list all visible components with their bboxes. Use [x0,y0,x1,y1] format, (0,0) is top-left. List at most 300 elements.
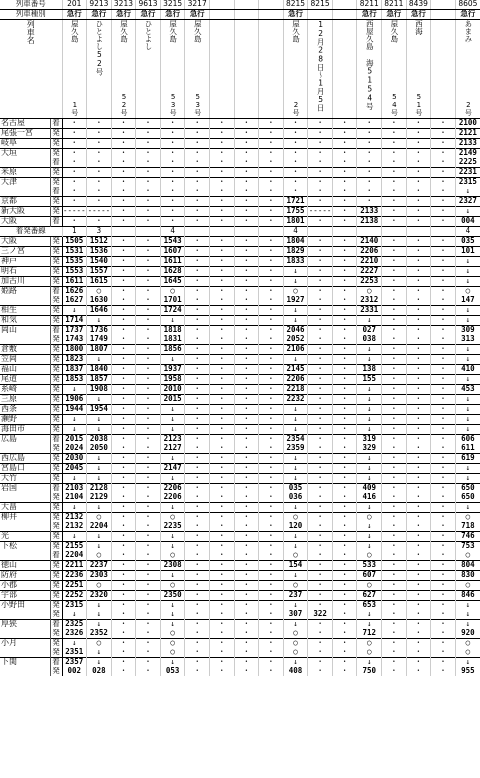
time-cell: ・ [308,344,333,354]
station-name: 岩国 [0,483,50,493]
time-cell: ↓ [87,648,112,658]
time-cell: ・ [332,138,357,148]
time-cell: ・ [259,434,284,444]
time-cell: ・ [136,335,161,345]
time-cell: ・ [185,335,210,345]
time-cell: ・ [234,560,259,570]
time-cell: ・ [382,296,407,306]
station-name [0,335,50,345]
time-cell: ・ [209,493,234,503]
time-cell: ・ [136,276,161,286]
train-name: 西屋久島 海5154号 [365,19,375,110]
train-name-cell [87,19,112,118]
time-cell: ・ [332,354,357,364]
time-cell: 2145 [283,364,308,374]
time-cell: ↓ [357,502,382,512]
time-cell: 329 [357,444,382,454]
time-cell: ・ [382,276,407,286]
time-cell: ・ [406,128,431,138]
time-cell: 2204 [87,522,112,532]
time-cell: ・ [185,570,210,580]
time-cell: ・ [234,187,259,197]
time-cell: ↓ [87,610,112,620]
time-cell: ・ [209,216,234,226]
time-cell: ↓ [283,424,308,434]
time-cell: ↓ [455,600,480,610]
time-cell: 2052 [283,335,308,345]
station-name: 名古屋 [1,118,25,127]
time-cell: ・ [185,286,210,296]
time-cell: ・ [332,177,357,187]
time-cell: ・ [62,128,87,138]
time-cell: ・ [382,541,407,551]
time-cell: ・ [308,560,333,570]
time-cell: 453 [455,384,480,394]
time-cell: ・ [308,177,333,187]
time-cell: 2225 [455,158,480,168]
time-cell: ・ [357,167,382,177]
time-cell: ・ [87,158,112,168]
station-name: 大垣 [0,148,50,158]
station-name: 下松 [0,541,50,551]
time-cell: ・ [308,570,333,580]
time-cell: 2015 [62,434,87,444]
time-cell: ・ [234,667,259,676]
time-cell: 002 [62,667,87,676]
train-number [234,0,259,9]
time-cell: ◯ [283,638,308,648]
time-cell: ・ [160,118,185,128]
time-cell: ・ [332,394,357,404]
arr-dep-mark: 発 [50,570,62,580]
time-cell: ↓ [87,354,112,364]
time-cell: ・ [259,276,284,286]
time-cell: ・ [234,266,259,276]
time-cell: ・ [234,424,259,434]
station-name: 大畠 [0,502,50,512]
time-cell: ・ [259,638,284,648]
time-cell: ・ [136,463,161,473]
time-cell: 1721 [283,196,308,206]
time-cell: ・ [185,629,210,639]
time-cell: 307 [283,610,308,620]
train-type: 急行 [136,9,161,19]
time-cell: ・ [185,177,210,187]
time-cell: 408 [283,667,308,676]
time-cell: ・ [185,610,210,620]
time-cell: ・ [308,648,333,658]
time-cell: ・ [185,315,210,325]
time-cell: ・ [111,473,136,483]
time-cell: 2315 [455,177,480,187]
time-cell: ・ [332,590,357,600]
time-cell: ・ [332,580,357,590]
time-cell: ・ [234,493,259,503]
time-cell: ・ [185,648,210,658]
time-cell: ・ [111,246,136,256]
train-type [308,9,333,19]
station-name: 神戸 [0,256,50,266]
time-cell: ・ [406,512,431,522]
time-cell: 2015 [160,394,185,404]
arr-dep-mark: 発 [50,344,62,354]
train-type [209,9,234,19]
time-cell: 147 [455,296,480,306]
time-cell: ・ [111,657,136,667]
train-type: 急行 [160,9,185,19]
train-name-cell [382,19,407,118]
time-cell: ↓ [160,600,185,610]
train-name-cell [308,19,333,118]
time-cell: ・ [332,648,357,658]
time-cell: ・ [111,364,136,374]
arr-dep-mark: 発 [50,541,62,551]
time-cell: ・ [111,404,136,414]
time-cell: ・ [332,453,357,463]
time-cell: ・ [185,187,210,197]
time-cell: ・ [308,551,333,561]
arr-dep-mark: 着 [50,483,62,493]
time-cell: 2046 [283,325,308,335]
time-cell: ↓ [455,463,480,473]
time-cell: ・ [259,619,284,629]
time-cell: ・ [209,667,234,676]
time-cell: ・ [209,118,234,128]
time-cell: ・ [234,364,259,374]
time-cell: ・ [308,394,333,404]
station-name: 新大阪 [0,206,50,216]
time-cell: ・ [406,522,431,532]
time-cell: ↓ [283,276,308,286]
time-cell: ・ [209,648,234,658]
train-type: 急行 [62,9,87,19]
time-cell: ↓ [87,502,112,512]
station-name: 加古川 [0,276,50,286]
time-cell: ・ [308,335,333,345]
time-cell: ・ [332,434,357,444]
time-cell: ↓ [62,531,87,541]
time-cell: ・ [382,560,407,570]
time-cell: ・ [431,305,456,315]
time-cell: ・ [136,560,161,570]
time-cell: ・ [406,541,431,551]
time-cell: ・ [431,384,456,394]
time-cell: ・ [136,600,161,610]
station-name: 岡山 [0,325,50,335]
time-cell: 2132 [62,512,87,522]
time-cell: ・ [259,187,284,197]
train-name: あまみ [463,19,473,42]
time-cell: ・ [431,502,456,512]
time-cell: 653 [357,600,382,610]
time-cell: ・ [308,236,333,246]
time-cell: ↓ [357,453,382,463]
time-cell: ・ [332,236,357,246]
train-number: 9613 [136,0,161,9]
time-cell: ・ [185,414,210,424]
time-cell: ・ [259,512,284,522]
time-cell: ・ [209,344,234,354]
time-cell: ・ [332,531,357,541]
time-cell: ・ [185,344,210,354]
station-name: 防府 [0,570,50,580]
time-cell: ・ [234,512,259,522]
time-cell: ・ [234,335,259,345]
time-cell: ・ [382,648,407,658]
time-cell: ・ [357,138,382,148]
time-cell: ・ [209,128,234,138]
time-cell: ・ [160,216,185,226]
arr-dep-mark: 発 [50,600,62,610]
time-cell: ・ [382,138,407,148]
time-cell: ・ [209,551,234,561]
time-cell: ・ [332,570,357,580]
time-cell: ・ [111,560,136,570]
station-name [0,667,50,676]
header-train-name-text: 列車名 [26,19,36,44]
time-cell: ・ [234,354,259,364]
time-cell: ・ [382,177,407,187]
time-cell: ・ [357,177,382,187]
time-cell: ・ [382,600,407,610]
time-cell: ・ [209,483,234,493]
time-cell: ・ [406,580,431,590]
train-suffix: 2号 [292,100,300,116]
time-cell: ・ [308,512,333,522]
time-cell: ・ [308,629,333,639]
time-cell: ・ [406,216,431,226]
train-name: 西海 [414,19,424,35]
time-cell: ・ [234,296,259,306]
arr-dep-mark: 着 [50,187,62,197]
arr-dep-mark: 発 [50,560,62,570]
time-cell: ・ [406,551,431,561]
train-suffix: 53号 [193,92,202,116]
time-cell: ・ [332,335,357,345]
train-type: 急行 [185,9,210,19]
time-cell: 309 [455,325,480,335]
time-cell: ◯ [357,286,382,296]
time-cell: ・ [382,206,407,216]
time-cell: ・ [406,256,431,266]
time-cell: ・ [234,158,259,168]
time-cell: ・ [332,493,357,503]
track-number: 4 [160,226,185,236]
time-cell: ・ [431,256,456,266]
time-cell: ・ [234,315,259,325]
time-cell: ・ [406,286,431,296]
time-cell: 2320 [87,590,112,600]
arr-dep-mark: 発 [50,610,62,620]
time-cell: 237 [283,590,308,600]
time-cell: ・ [382,118,407,128]
time-cell: ・ [136,354,161,364]
train-name-cell [431,19,456,118]
time-cell: ↓ [455,374,480,384]
time-cell: ・ [308,148,333,158]
train-name: 屋久島 [168,19,178,42]
time-cell: ・ [308,187,333,197]
time-cell: ・ [185,404,210,414]
time-cell: ・ [382,629,407,639]
time-cell: ↓ [455,394,480,404]
time-cell: ↓ [455,424,480,434]
time-cell: ・ [234,610,259,620]
train-name-cell [357,19,382,118]
time-cell: ・ [382,493,407,503]
time-cell: ・ [111,590,136,600]
time-cell: ・ [62,196,87,206]
time-cell: ・ [62,177,87,187]
time-cell: ・ [234,580,259,590]
train-name-cell [136,19,161,118]
time-cell: ・ [185,560,210,570]
time-cell: 1853 [62,374,87,384]
time-cell: ・ [431,354,456,364]
time-cell: ↓ [455,344,480,354]
station-name: 和気 [0,315,50,325]
time-cell: 1607 [160,246,185,256]
time-cell: ・ [209,374,234,384]
time-cell: ・ [431,551,456,561]
station-name: 小郡 [0,580,50,590]
time-cell: ・ [111,570,136,580]
time-cell: ↓ [455,404,480,414]
time-cell: 627 [357,590,382,600]
time-cell: ↓ [87,600,112,610]
time-cell: 1628 [160,266,185,276]
time-cell: ↓ [455,414,480,424]
time-cell: ・ [332,305,357,315]
time-cell: 846 [455,590,480,600]
time-cell: ・ [160,138,185,148]
time-cell: ・ [431,512,456,522]
track-number [259,226,284,236]
time-cell: ・ [283,128,308,138]
time-cell: ・ [111,522,136,532]
time-cell: ・ [308,638,333,648]
time-cell: ・ [382,128,407,138]
time-cell: ・ [185,473,210,483]
time-cell: ・ [332,424,357,434]
station-name: 下関 [0,657,50,667]
time-cell: 313 [455,335,480,345]
time-cell: 2206 [160,493,185,503]
time-cell: 1743 [62,335,87,345]
time-cell: ↓ [357,344,382,354]
header-train-type-label: 列車種別 [0,9,62,19]
time-cell: ・ [259,315,284,325]
time-cell: ・ [308,473,333,483]
time-cell: ・ [209,414,234,424]
time-cell: ・ [185,502,210,512]
time-cell: ・ [308,580,333,590]
time-cell: ・ [308,384,333,394]
time-cell: ・ [234,394,259,404]
time-cell: ・ [136,128,161,138]
time-cell: ◯ [160,286,185,296]
time-cell: ・ [431,276,456,286]
time-cell: ・ [308,453,333,463]
time-cell: ・ [234,404,259,414]
time-cell: ・ [185,531,210,541]
time-cell: 718 [455,522,480,532]
time-cell: ・ [136,148,161,158]
time-cell: ・ [308,158,333,168]
time-cell: ・ [431,177,456,187]
arr-dep-mark: 発 [50,364,62,374]
time-cell: ・ [234,629,259,639]
arr-dep-mark: 発 [50,196,62,206]
time-cell: ・ [185,580,210,590]
time-cell: ・ [431,531,456,541]
time-cell: ・ [259,236,284,246]
time-cell: 038 [357,335,382,345]
time-cell: ・ [259,570,284,580]
time-cell: ◯ [455,580,480,590]
time-cell: ・ [136,590,161,600]
time-cell: 1927 [283,296,308,306]
time-cell: 2206 [357,246,382,256]
time-cell: ◯ [160,629,185,639]
time-cell: ・ [431,286,456,296]
time-cell: 619 [455,453,480,463]
time-cell: ・ [111,493,136,503]
arr-dep-mark: 発 [50,394,62,404]
time-cell: ・ [234,196,259,206]
time-cell: ・ [332,256,357,266]
station-name: 西広島 [0,453,50,463]
time-cell: ・ [62,158,87,168]
time-cell: ・ [234,483,259,493]
time-cell: ・ [431,236,456,246]
time-cell: ・ [111,610,136,620]
time-cell: ・ [431,590,456,600]
arr-dep-mark: 発 [50,512,62,522]
time-cell: ・ [332,374,357,384]
time-cell: 1804 [283,236,308,246]
time-cell: ・ [234,570,259,580]
time-cell: 1645 [160,276,185,286]
time-cell: ・ [185,512,210,522]
time-cell: 2308 [160,560,185,570]
time-cell: ・ [111,354,136,364]
time-cell: ・ [209,187,234,197]
time-cell: ・ [406,266,431,276]
time-cell: 1857 [87,374,112,384]
time-cell: ・ [209,580,234,590]
time-cell: 2359 [283,444,308,454]
time-cell: ・ [111,463,136,473]
time-cell: ↓ [357,531,382,541]
time-cell: ・ [259,246,284,256]
time-cell: ・ [185,551,210,561]
time-cell: ↓ [87,453,112,463]
time-cell: ・ [136,325,161,335]
train-type: 急行 [455,9,480,19]
arr-dep-mark: 発 [50,424,62,434]
time-cell: ・ [209,236,234,246]
time-cell: ・ [382,502,407,512]
time-cell: ・ [234,325,259,335]
arr-dep-mark: 発 [50,148,62,158]
track-number [332,226,357,236]
time-cell: 410 [455,364,480,374]
time-cell: ・ [332,325,357,335]
time-cell: ・ [185,236,210,246]
arr-dep-mark: 発 [50,444,62,454]
time-cell: ◯ [455,286,480,296]
